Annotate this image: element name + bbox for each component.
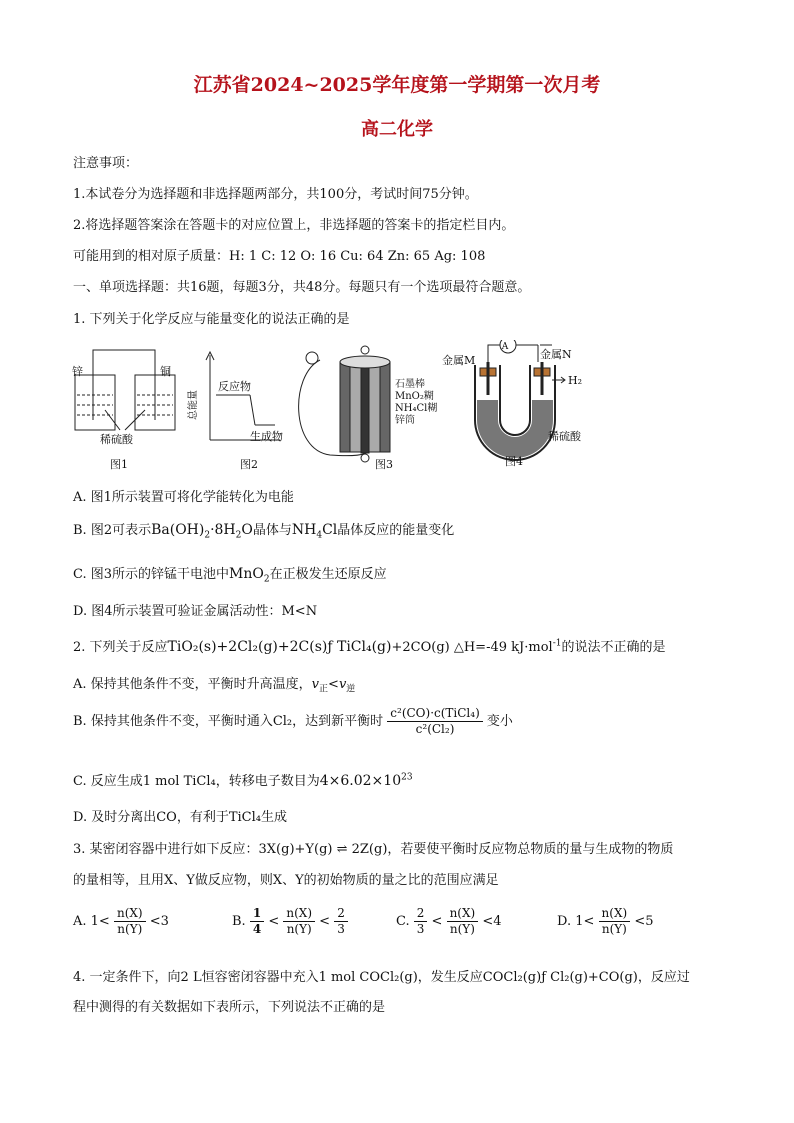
fig3-caption: 图3 (375, 458, 393, 471)
q1-stem: 1. 下列关于化学反应与能量变化的说法正确的是 (73, 312, 350, 327)
q4-stem-1: 4. 一定条件下，向2 L恒容密闭容器中充入1 mol COCl₂(g)，发生反应COCl₂(g)ƒ Cl₂(g)+CO(g)，反应过 (73, 970, 690, 985)
fig3-nh4cl: NH₄Cl糊 (395, 403, 438, 414)
fig4-ammeter: A (501, 342, 509, 352)
fig1-caption: 图1 (110, 458, 128, 471)
exam-subtitle: 高二化学 (361, 119, 433, 140)
fig3-graphite: 石墨棒 (395, 379, 425, 390)
fig1-zinc-label: 锌 (72, 365, 83, 378)
fig3-zinc: 锌筒 (395, 415, 415, 426)
fig4-caption: 图4 (505, 455, 523, 468)
q2-ratio-fraction: $\frac{\text{c²(CO)·c(TiCl₄)}}{\text{c²(Cl₂)}}$ (387, 706, 482, 737)
fig3-mno2: MnO₂糊 (395, 391, 434, 402)
fig1-acid-label: 稀硫酸 (100, 433, 133, 446)
fig2-caption: 图2 (240, 458, 258, 471)
q3-option-b: B. $\frac{1}{4}$ < $\frac{n(X)}{n(Y)}$ < $\frac{2}{3}$ (232, 906, 348, 937)
q3-stem-1: 3. 某密闭容器中进行如下反应：3X(g)+Y(g) ⇌ 2Z(g)，若要使平衡时反应物总物质的量与生成物的物质 (73, 842, 674, 857)
fig4-h2: H₂ (568, 374, 583, 387)
fig4-metal-m: 金属M (442, 354, 476, 367)
q3-stem-2: 的量相等，且用X、Y做反应物，则X、Y的初始物质的量之比的范围应满足 (73, 873, 499, 888)
fig2-product: 生成物 (250, 430, 283, 443)
q4-stem-2: 程中测得的有关数据如下表所示，下列说法不正确的是 (73, 1000, 386, 1015)
q3-option-d: D. 1< $\frac{n(X)}{n(Y)}$ <5 (557, 906, 654, 936)
q2-option-c: C. 反应生成1 mol TiCl₄，转移电子数目为$4\times 6.02\times 10^{23}$ (73, 772, 413, 789)
q1-option-b: B. 图2可表示$Ba(OH)_2\cdot 8H_2O$晶体与$NH_4Cl$晶体反应的能量变化 (73, 522, 455, 541)
q2-option-b: B. 保持其他条件不变，平衡时通入Cl₂，达到新平衡时 $\frac{\text{c²(CO)·c(TiCl₄)}}{\text{c²(Cl₂)}}$ 变小 (73, 706, 513, 736)
fig4-metal-n: 金属N (540, 348, 572, 361)
q1-option-a: A. 图1所示装置可将化学能转化为电能 (73, 490, 294, 505)
fig1-copper-label: 铜 (160, 365, 171, 378)
figure-2 (206, 352, 280, 440)
notes-heading: 注意事项： (73, 156, 139, 171)
q1-option-d: D. 图4所示装置可验证金属活动性：M<N (73, 604, 318, 619)
fig2-ylabel: 总能量 (188, 390, 199, 420)
fig2-reactant: 反应物 (218, 380, 251, 393)
figure-3 (299, 346, 390, 462)
q2-option-d: D. 及时分离出CO，有利于TiCl₄生成 (73, 810, 287, 825)
figure-1 (75, 350, 175, 430)
note-1: 1.本试卷分为选择题和非选择题两部分，共100分，考试时间75分钟。 (73, 187, 478, 202)
fig4-acid: 稀硫酸 (548, 430, 581, 443)
section-heading: 一、单项选择题：共16题，每题3分，共48分。每题只有一个选项最符合题意。 (73, 280, 531, 295)
q3-option-c: C. $\frac{2}{3}$ < $\frac{n(X)}{n(Y)}$ <4 (396, 906, 502, 936)
atomic-masses: 可能用到的相对原子质量：H: 1 C: 12 O: 16 Cu: 64 Zn: 65 Ag: 108 (73, 249, 486, 264)
note-2: 2.将选择题答案涂在答题卡的对应位置上，非选择题的答案卡的指定栏目内。 (73, 218, 515, 233)
q2-stem: 2. 下列关于反应TiO₂(s)+2Cl₂(g)+2C(s)ƒ TiCl₄(g)+2CO(g) △H=-49 kJ·mol$^{-1}$的说法不正确的是 (73, 638, 666, 655)
q3-option-a: A. 1< $\frac{n(X)}{n(Y)}$ <3 (73, 906, 169, 936)
q2-option-a: A. 保持其他条件不变，平衡时升高温度，$v_正<v_逆$ (73, 677, 356, 695)
q1-figures (70, 340, 600, 475)
q1-option-c: C. 图3所示的锌锰干电池中MnO$_2$在正极发生还原反应 (73, 566, 387, 585)
exam-title: 江苏省2024~2025学年度第一学期第一次月考 (193, 74, 601, 96)
